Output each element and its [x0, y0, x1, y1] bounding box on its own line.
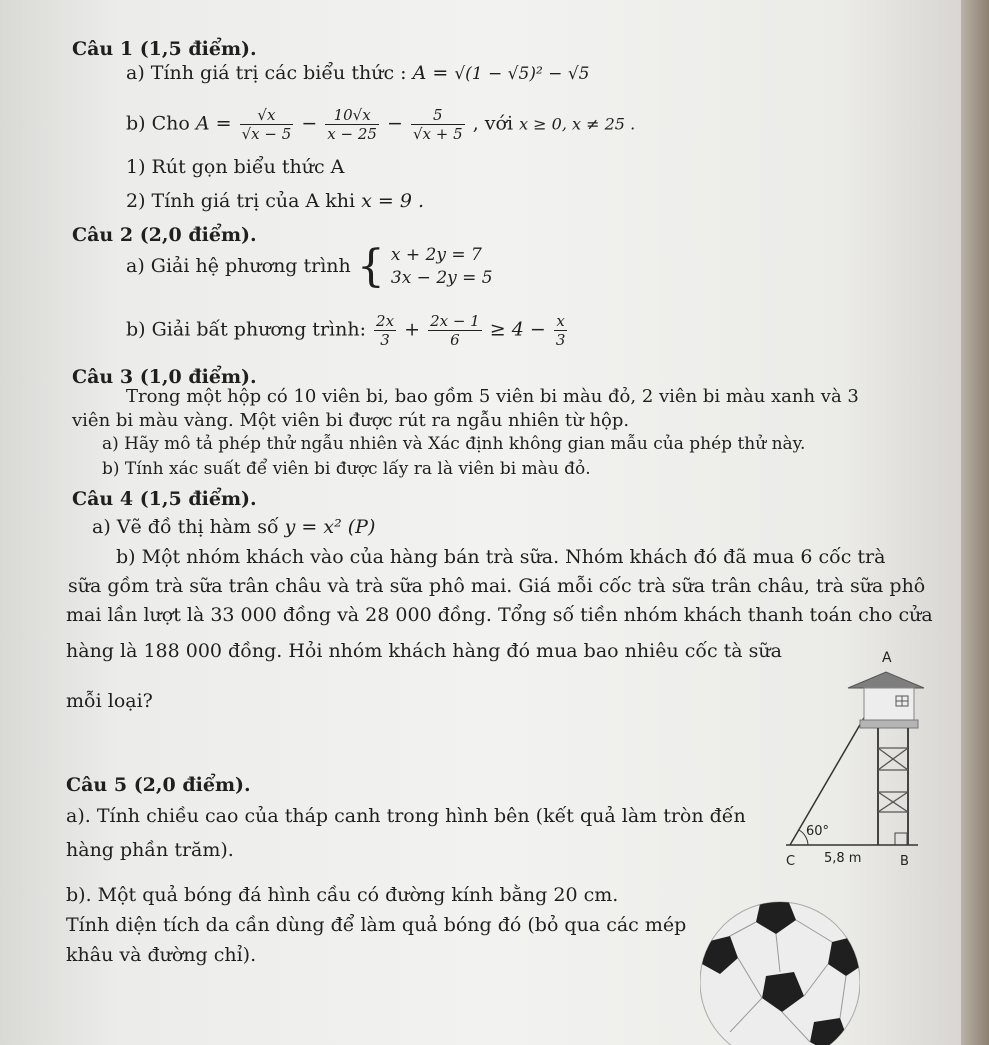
q2-system-brace: {: [356, 240, 385, 292]
q2-b-frac2-num: 2x − 1: [430, 312, 480, 330]
q2-title: Câu 2 (2,0 điểm).: [72, 224, 257, 246]
q2-b-frac3: [554, 312, 568, 349]
q2-b-frac3-num: x: [554, 312, 568, 331]
q5-a1: a). Tính chiều cao của tháp canh trong hình bên (kết quả làm tròn đến: [66, 805, 746, 827]
tower-roof: [848, 672, 924, 688]
q3-p1: Trong một hộp có 10 viên bi, bao gồm 5 viên bi màu đỏ, 2 viên bi màu xanh và 3: [126, 386, 859, 407]
q1-b2-value: x = 9 .: [361, 190, 425, 212]
q2-system: [391, 244, 493, 290]
q5-b1: b). Một quả bóng đá hình cầu có đường kính bằng 20 cm.: [66, 884, 619, 906]
q1-b-minus1: −: [301, 112, 318, 135]
q1-b-cond-prefix: , với: [472, 112, 520, 135]
tower-cross-braces: [878, 748, 908, 812]
q2-b-plus: +: [404, 318, 421, 341]
q1-b2-text: 2) Tính giá trị của A khi: [126, 190, 362, 212]
q4-title: Câu 4 (1,5 điểm).: [72, 488, 257, 510]
q2-b-frac3-den: 3: [555, 331, 566, 349]
q1-b-frac2-den: x − 25: [327, 125, 377, 143]
q1-b-frac1-den: √x − 5: [241, 125, 292, 143]
q1-b-frac1-num: √x: [240, 106, 294, 125]
right-angle-marker: [895, 833, 907, 845]
q1-b-prefix: b) Cho: [126, 112, 196, 135]
q1-b-A: A =: [195, 112, 232, 135]
q1-a-text: a) Tính giá trị các biểu thức :: [126, 62, 413, 84]
q1-a-rad-inner: 1 − √5: [471, 64, 530, 84]
q1-b-minus2: −: [387, 112, 403, 135]
figure-distance-label: 5,8 m: [824, 851, 862, 866]
figure-label-a: A: [882, 650, 892, 666]
q1-b-frac2-num: 10√x: [325, 106, 379, 125]
q4-b2: sữa gồm trà sữa trân châu và trà sữa phô mai. Giá mỗi cốc trà sữa trân châu, trà sữa phô: [68, 575, 926, 597]
q1-title: Câu 1 (1,5 điểm).: [72, 38, 257, 60]
q1-b-frac3-den: √x + 5: [412, 125, 463, 143]
q1-a-rad-open: √(: [454, 64, 472, 84]
figure-label-b: B: [900, 854, 909, 869]
q3-p2: viên bi màu vàng. Một viên bi được rút ra ngẫu nhiên từ hộp.: [72, 410, 630, 431]
q3-a: a) Hãy mô tả phép thử ngẫu nhiên và Xác định không gian mẫu của phép thử này.: [102, 434, 806, 454]
q4-a-text: a) Vẽ đồ thị hàm số: [92, 516, 285, 538]
q1-a-expression: [454, 64, 589, 84]
q1-a-rad-close: )²: [529, 64, 543, 84]
q1-b-frac1: [240, 106, 294, 143]
q3-b: b) Tính xác suất để viên bi được lấy ra là viên bi màu đỏ.: [102, 459, 591, 479]
q4-b1: b) Một nhóm khách vào của hàng bán trà sữa. Nhóm khách đó đã mua 6 cốc trà: [116, 546, 886, 568]
watchtower-figure: [768, 640, 948, 872]
q1-b-frac2: [325, 106, 379, 143]
tower-balcony: [860, 720, 918, 728]
q5-title: Câu 5 (2,0 điểm).: [66, 774, 251, 796]
q4-a-function: y = x² (P): [284, 516, 376, 538]
q2-b-ge: ≥ 4 −: [489, 318, 546, 341]
q2-b-text: b) Giải bất phương trình:: [126, 318, 373, 341]
q1-b-frac3-num: 5: [411, 106, 465, 125]
q4-b3: mai lần lượt là 33 000 đồng và 28 000 đồng. Tổng số tiền nhóm khách thanh toán cho cửa: [66, 604, 933, 626]
q2-b-frac2-den: 6: [450, 331, 460, 349]
q2-a-text: a) Giải hệ phương trình: [126, 254, 357, 277]
figure-label-c: C: [786, 854, 796, 869]
q2-eq1: x + 2y = 7: [390, 245, 482, 265]
q1-b2: [126, 190, 424, 213]
q1-b-condition: x ≥ 0, x ≠ 25 .: [519, 114, 636, 134]
q2-b-frac1: [374, 312, 396, 349]
soccer-ball-image: [700, 872, 860, 1045]
q2-eq2: 3x − 2y = 5: [390, 267, 493, 288]
q1-a-lhs: A =: [412, 62, 449, 84]
q1-b-frac3: [411, 106, 465, 143]
q4-b5: mỗi loại?: [66, 690, 153, 712]
q5-a2: hàng phần trăm).: [66, 839, 234, 861]
q4-b4: hàng là 188 000 đồng. Hỏi nhóm khách hàng đó mua bao nhiêu cốc tà sữa: [66, 640, 782, 662]
q4-part-a: [92, 516, 375, 539]
q5-b3: khâu và đường chỉ).: [66, 944, 257, 966]
q2-part-b: [126, 312, 569, 349]
q2-b-frac2: [428, 312, 482, 349]
q1-a-tail: − √5: [548, 64, 590, 84]
q2-b-frac1-num: 2x: [376, 312, 395, 330]
paper-edge: [961, 0, 989, 1045]
tower-cabin: [864, 688, 914, 720]
q3-title: Câu 3 (1,0 điểm).: [72, 366, 257, 388]
figure-angle-label: 60°: [806, 824, 830, 839]
q1-part-a: [126, 62, 589, 85]
q1-b1: 1) Rút gọn biểu thức A: [126, 156, 345, 178]
q5-b2: Tính diện tích da cần dùng để làm quả bóng đó (bỏ qua các mép: [66, 914, 687, 936]
q2-part-a: [126, 240, 493, 292]
q2-b-frac1-den: 3: [380, 331, 390, 349]
q1-part-b: [126, 106, 635, 143]
